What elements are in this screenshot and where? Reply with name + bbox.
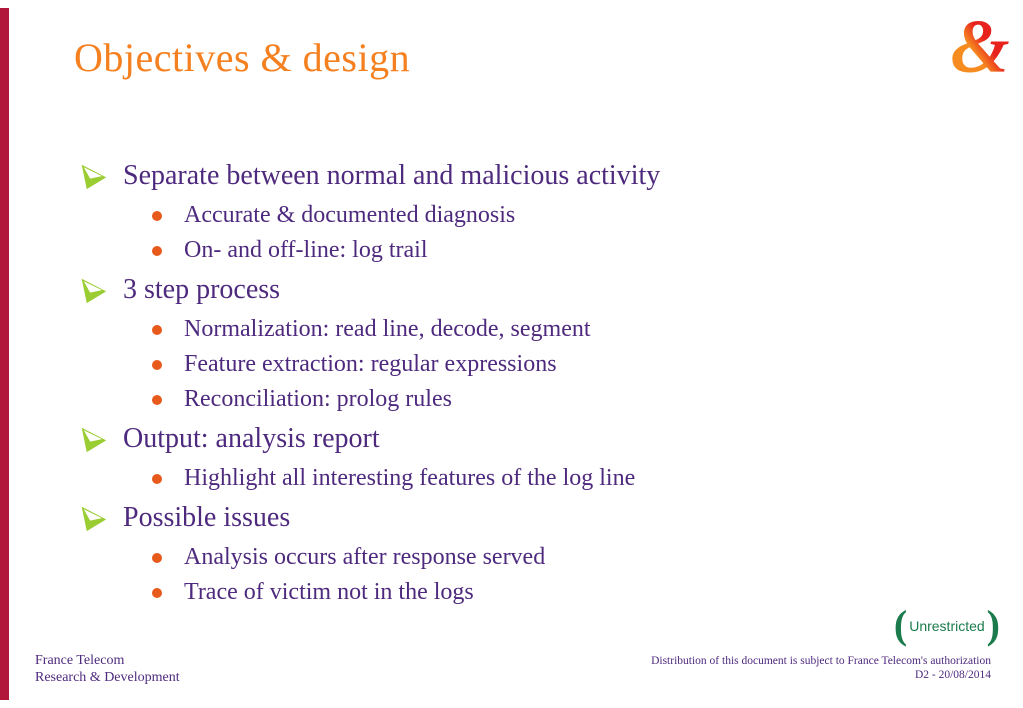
footer-company-line2: Research & Development <box>35 669 180 685</box>
list-item <box>80 417 980 461</box>
list-item <box>80 268 980 312</box>
list-subitem <box>80 312 980 347</box>
list-item-label: Separate between normal and malicious activity <box>123 160 661 191</box>
list-item-label: Possible issues <box>123 502 291 533</box>
list-subitem <box>80 540 980 575</box>
arrow-bullet-icon <box>80 277 107 304</box>
dot-bullet-icon <box>152 395 162 405</box>
dot-bullet-icon <box>152 246 162 256</box>
arrow-bullet-icon <box>80 505 107 532</box>
dot-bullet-icon <box>152 588 162 598</box>
dot-bullet-icon <box>152 360 162 370</box>
footer-distribution <box>651 655 991 683</box>
list-subitem-label: Normalization: read line, decode, segment <box>184 316 591 342</box>
list-subitem-label: Feature extraction: regular expressions <box>184 351 557 377</box>
footer-distribution-line1: Distribution of this document is subject to France Telecom's authorization <box>651 655 991 667</box>
badge-label: Unrestricted <box>909 618 985 634</box>
left-accent-stripe <box>0 8 9 700</box>
arrow-bullet-icon <box>80 163 107 190</box>
dot-bullet-icon <box>152 325 162 335</box>
bullet-list <box>80 154 980 610</box>
list-subitem <box>80 233 980 268</box>
ampersand-logo-icon <box>942 6 1018 92</box>
dot-bullet-icon <box>152 474 162 484</box>
list-subitem-label: Highlight all interesting features of the log line <box>184 465 636 491</box>
list-subitem <box>80 198 980 233</box>
list-subitem <box>80 575 980 610</box>
france-telecom-ampersand-logo <box>942 6 1018 92</box>
dot-bullet-icon <box>152 553 162 563</box>
list-item-label: 3 step process <box>123 274 281 305</box>
page-title: Objectives & design <box>74 35 411 80</box>
dot-bullet-icon <box>152 211 162 221</box>
list-subitem-label: Reconciliation: prolog rules <box>184 386 452 412</box>
list-subitem-label: Analysis occurs after response served <box>184 544 546 570</box>
list-subitem <box>80 347 980 382</box>
list-subitem-label: On- and off-line: log trail <box>184 237 428 263</box>
list-subitem-label: Trace of victim not in the logs <box>184 579 474 605</box>
footer-distribution-line2: D2 - 20/08/2014 <box>914 668 991 681</box>
list-item-label: Output: analysis report <box>123 423 380 454</box>
badge-open-paren: ( <box>893 602 908 647</box>
list-subitem <box>80 382 980 417</box>
arrow-bullet-icon <box>80 426 107 453</box>
footer-company <box>35 653 180 686</box>
classification-badge <box>894 600 1000 650</box>
badge-close-paren: ) <box>986 602 1000 647</box>
footer-company-line1: France Telecom <box>35 653 125 668</box>
list-item <box>80 154 980 198</box>
list-item <box>80 496 980 540</box>
list-subitem <box>80 461 980 496</box>
list-subitem-label: Accurate & documented diagnosis <box>184 202 516 228</box>
svg-text:&: & <box>950 6 1010 89</box>
